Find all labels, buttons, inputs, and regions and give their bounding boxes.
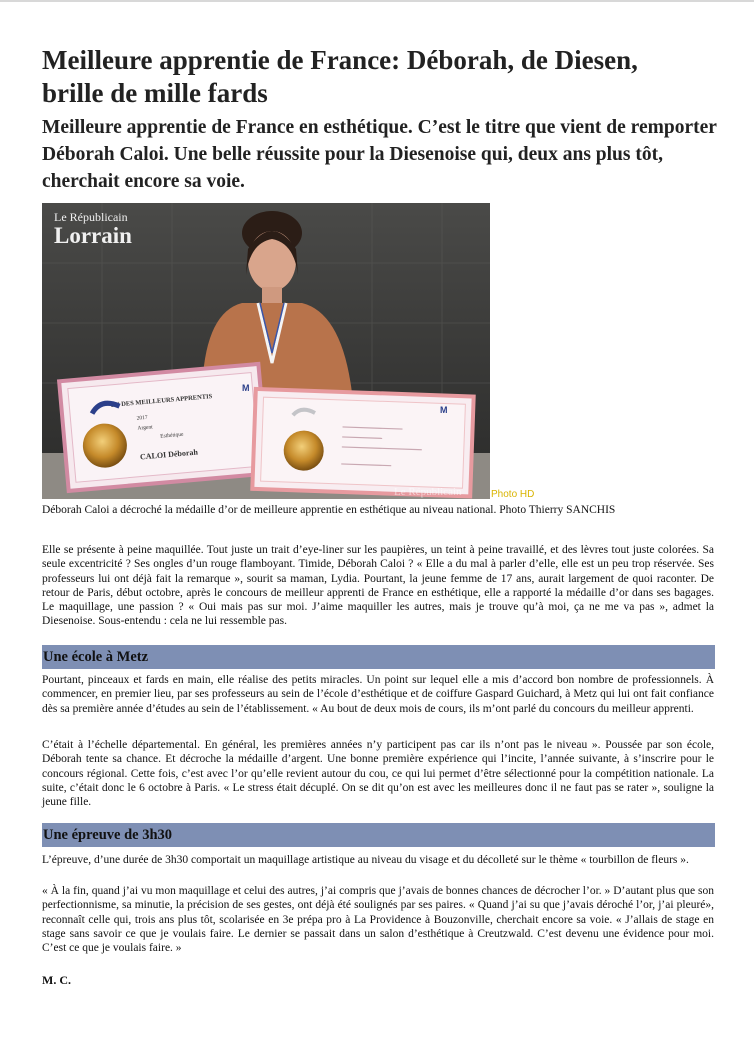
section-heading-epreuve: Une épreuve de 3h30 <box>42 823 715 847</box>
photo-caption: Déborah Caloi a décroché la médaille d’or de meilleure apprentie en esthétique au niveau national. Photo Thierry SANCHIS <box>42 504 616 516</box>
article-paragraph-4: L’épreuve, d’une durée de 3h30 comportait un maquillage artistique au niveau du visage et du décolleté sur le thème « tourbillon de fleurs ». <box>42 854 689 866</box>
scan-top-border <box>0 0 754 2</box>
newspaper-logo <box>54 211 132 247</box>
certificate-1-name: CALOI Déborah <box>139 447 199 462</box>
certificate-1-field: Esthétique <box>160 431 184 440</box>
article-paragraph-1: Elle se présente à peine maquillée. Tout juste un trait d’eye-liner sur les paupières, un teint à peine travaillé, et des lèvres tout juste colorées. Sa seule excentricité ? Ses ongles d’un rouge flamboyant. Timide, Déborah Caloi ? « Elle a du mal à parler d’elle, elle est un peu trop réservée. Ses professeurs lui ont déjà fait la remarque », sourit sa maman, Lydia. Pourtant, la jeune femme de 17 ans, aurait largement de quoi raconter. De retour de Paris, début octobre, après le concours de meilleur apprenti de France en esthétique, elle a rapporté la médaille d’or dans ses bagages. Le maquillage, une passion ? « Oui mais pas sur moi. J’aime maquiller les autres, mais je trouve qu’à moi, ça ne me va pas », admet la Diesenoise. Sous-entendu : cela ne lui ressemble pas. <box>42 544 714 628</box>
photo-hd-badge: Photo HD <box>491 489 535 500</box>
section-heading-ecole-metz: Une école à Metz <box>42 645 715 669</box>
article-subhead: Meilleure apprentie de France en esthétique. C’est le titre que vient de remporter Déborah Caloi. Une belle réussite pour la Diesenoise qui, deux ans plus tôt, cherchait encore sa voie. <box>42 117 717 192</box>
photo-watermark: Le Républicain <box>394 486 462 498</box>
newspaper-logo-line-2: Lorrain <box>54 223 132 248</box>
article-photo <box>42 203 490 499</box>
svg-text:M: M <box>242 383 250 393</box>
author-signature: M. C. <box>42 973 71 987</box>
svg-text:M: M <box>440 405 448 415</box>
article-headline: Meilleure apprentie de France: Déborah, de Diesen, brille de mille fards <box>42 45 638 108</box>
article-paragraph-5: « À la fin, quand j’ai vu mon maquillage et celui des autres, j’ai compris que j’avais de bonnes chances de décrocher l’or. » D’autant plus que son perfectionnisme, sa minutie, la précision de ses gestes, ont déjà été soulignés par ses paires. « Quand j’ai su que j’avais déroché l’or, j’ai pleuré», reconnaît celle qui, trois ans plus tôt, scolarisée en 3e prépa pro à La Providence à Bouzonville, cherchait encore sa voie. « J’allais de stage en stage sans savoir ce que je voulais faire. Le dernier se passait dans un salon d’esthétique à Creutzwald. C’est devenu une évidence pour moi. C’est ce que je voulais faire. » <box>42 885 714 955</box>
certificate-1-year: 2017 <box>136 414 148 422</box>
article-paragraph-2: Pourtant, pinceaux et fards en main, elle réalise des petits miracles. Un point sur lequel elle a mis d’accord bon nombre de professionnels. À commencer, en premier lieu, par ses professeurs au sein de l’école d’esthétique et de coiffure Gaspard Guichard, à Metz qui lui ont fait confiance dès sa première année d’études au sein de l’établissement. « Au bout de deux mois de cours, ils m’ont parlé du concours du meilleur apprenti. <box>42 674 714 715</box>
article-paragraph-3: C’était à l’échelle départemental. En général, les premières années n’y participent pas car ils n’ont pas le niveau ». Poussée par son école, Déborah tente sa chance. Et décroche la médaille d’argent. Une bonne première expérience qui l’incite, l’année suivante, à s’inscrire pour le concours régional. Cette fois, c’est avec l’or qu’elle revient autour du cou, ce qui lui permet d’être sélectionné pour la compétition nationale. La suite, c’était donc le 6 octobre à Paris. « Le stress était décuplé. On se dit qu’on est avec les meilleures donc il ne faut pas se rater », souligne la jeune fille. <box>42 739 714 809</box>
certificate-1-title: UN DES MEILLEURS APPRENTIS <box>109 393 213 409</box>
certificate-1-medal: Argent <box>137 424 153 432</box>
newspaper-logo-line-1: Le Républicain <box>54 210 128 224</box>
